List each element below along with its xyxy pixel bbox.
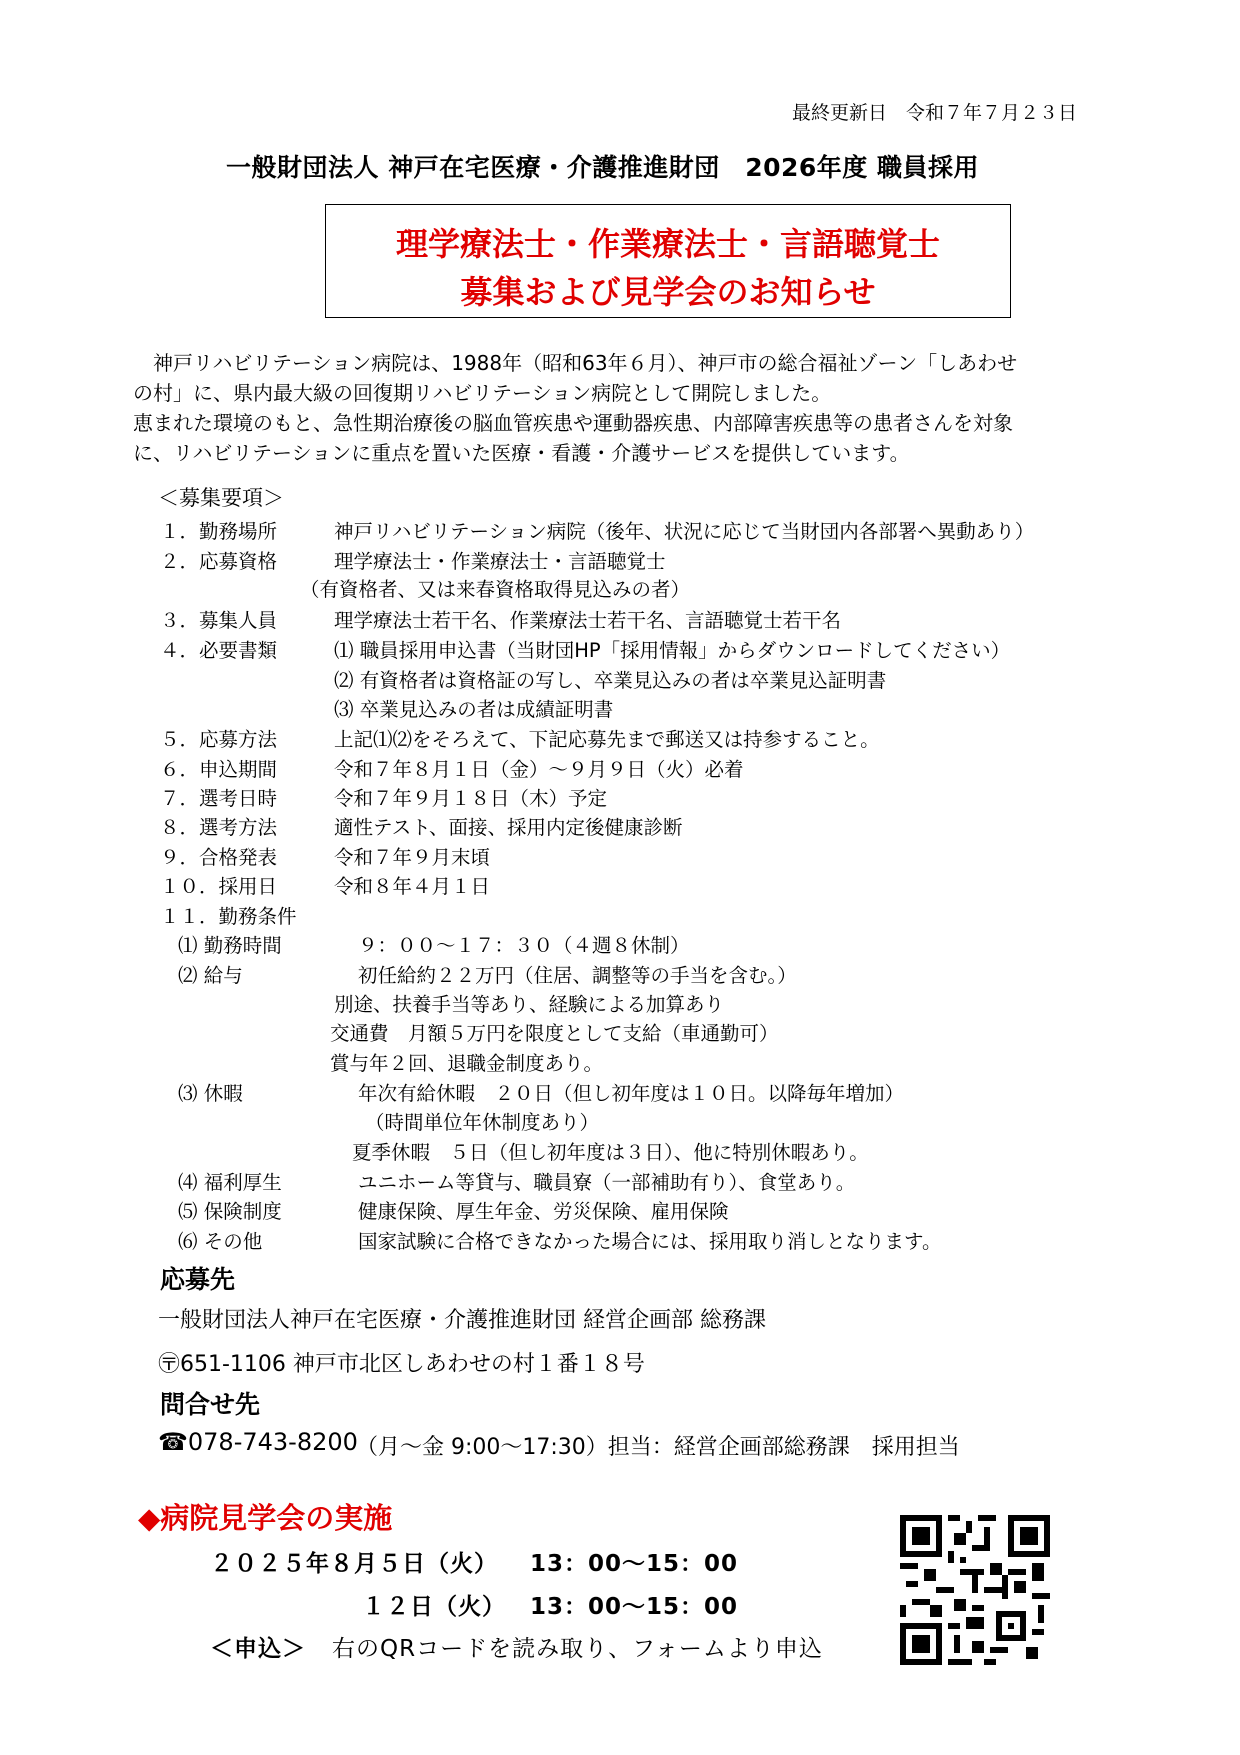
title-line-2: 募集および見学会のお知らせ	[460, 273, 876, 311]
condition-label: ⑶ 休暇	[178, 1082, 243, 1105]
page-header: 一般財団法人 神戸在宅医療・介護推進財団 2026年度 職員採用	[226, 153, 979, 182]
condition-value: 夏季休暇 ５日（但し初年度は３日）、他に特別休暇あり。	[352, 1141, 869, 1164]
item-label: ８．選考方法	[160, 816, 278, 839]
item-label: ６．申込期間	[160, 758, 278, 781]
condition-value: ユニホーム等貸与、職員寮（一部補助有り）、食堂あり。	[358, 1171, 856, 1194]
condition-value: 初任給約２２万円（住居、調整等の手当を含む。）	[358, 964, 797, 987]
intro-line: に、リハビリテーションに重点を置いた医療・看護・介護サービスを提供しています。	[133, 441, 910, 465]
intro-line: 神戸リハビリテーション病院は、1988年（昭和63年６月）、神戸市の総合福祉ゾーン「しあわせ	[133, 351, 1018, 375]
item-value: 令和７年８月１日（金）～９月９日（火）必着	[334, 758, 744, 781]
condition-value: 賞与年２回、退職金制度あり。	[330, 1052, 604, 1075]
condition-label: ⑸ 保険制度	[178, 1200, 282, 1223]
condition-value: 健康保険、厚生年金、労災保険、雇用保険	[358, 1200, 729, 1223]
intro-line: 恵まれた環境のもと、急性期治療後の脳血管疾患や運動器疾患、内部障害疾患等の患者さんを対象	[133, 411, 1013, 435]
condition-value: （時間単位年休制度あり）	[365, 1111, 600, 1134]
tour-date-2: １２日（火）	[362, 1594, 506, 1620]
intro-line: の村」に、県内最大級の回復期リハビリテーション病院として開院しました。	[133, 381, 832, 405]
item-value: 令和７年９月末頃	[334, 846, 491, 869]
condition-value: 国家試験に合格できなかった場合には、採用取り消しとなります。	[358, 1230, 942, 1253]
item-value: 神戸リハビリテーション病院（後年、状況に応じて当財団内各部署へ異動あり）	[334, 520, 1035, 543]
item-value: ⑵ 有資格者は資格証の写し、卒業見込みの者は卒業見込証明書	[334, 669, 887, 692]
apply-heading: 応募先	[160, 1265, 236, 1294]
item-label: ７．選考日時	[160, 787, 278, 810]
last-updated: 最終更新日 令和７年７月２３日	[792, 102, 1078, 124]
item-value: ⑴ 職員採用申込書（当財団HP「採用情報」からダウンロードしてください）	[334, 639, 1011, 662]
item-value: ⑶ 卒業見込みの者は成績証明書	[334, 698, 614, 721]
title-line-1: 理学療法士・作業療法士・言語聴覚士	[395, 225, 940, 263]
item-value: 理学療法士・作業療法士・言語聴覚士	[334, 550, 666, 573]
item-label: ３．募集人員	[160, 609, 278, 632]
condition-value: 交通費 月額５万円を限度として支給（車通勤可）	[330, 1022, 779, 1045]
tour-date-1: ２０２５年８月５日（火）	[210, 1551, 498, 1577]
tour-heading: ◆病院見学会の実施	[138, 1501, 393, 1535]
item-label: ９．合格発表	[160, 846, 278, 869]
item-label: １．勤務場所	[160, 520, 278, 543]
section-heading: ＜募集要項＞	[158, 486, 284, 510]
condition-value: ９：００～１７：３０（４週８休制）	[358, 934, 690, 957]
item-value: （有資格者、又は来春資格取得見込みの者）	[300, 578, 691, 601]
contact-phone: ☎078-743-8200	[158, 1428, 358, 1456]
tour-apply-text: 右のQRコードを読み取り、フォームより申込	[332, 1636, 823, 1662]
item-label: １０．採用日	[160, 875, 278, 898]
condition-value: 年次有給休暇 ２０日（但し初年度は１０日。以降毎年増加）	[358, 1082, 905, 1105]
contact-heading: 問合せ先	[160, 1390, 261, 1419]
tour-time-2: 13：00～15：00	[530, 1594, 739, 1620]
tour-time-1: 13：00～15：00	[530, 1551, 739, 1577]
condition-value: 別途、扶養手当等あり、経験による加算あり	[334, 993, 725, 1016]
condition-label: ⑹ その他	[178, 1230, 263, 1253]
qr-code-icon[interactable]	[900, 1515, 1050, 1665]
condition-label: ⑴ 勤務時間	[178, 934, 282, 957]
item-label: ５．応募方法	[160, 728, 278, 751]
condition-label: ⑵ 給与	[178, 964, 243, 987]
title-box	[325, 204, 1011, 318]
item-value: 適性テスト、面接、採用内定後健康診断	[334, 816, 683, 839]
item-value: 上記⑴⑵をそろえて、下記応募先まで郵送又は持参すること。	[334, 728, 880, 751]
item-label: ４．必要書類	[160, 639, 278, 662]
item-value: 理学療法士若干名、作業療法士若干名、言語聴覚士若干名	[334, 609, 842, 632]
item-label: ２．応募資格	[160, 550, 278, 573]
condition-label: ⑷ 福利厚生	[178, 1171, 282, 1194]
item-label: １１．勤務条件	[160, 905, 297, 928]
contact-detail: （月～金 9:00～17:30）担当：経営企画部総務課 採用担当	[356, 1435, 960, 1460]
apply-org: 一般財団法人神戸在宅医療・介護推進財団 経営企画部 総務課	[158, 1308, 766, 1333]
apply-address: 〶651-1106 神戸市北区しあわせの村１番１８号	[158, 1352, 645, 1377]
item-value: 令和８年４月１日	[334, 875, 491, 898]
tour-apply-label: ＜申込＞	[210, 1636, 306, 1662]
item-value: 令和７年９月１８日（木）予定	[334, 787, 608, 810]
